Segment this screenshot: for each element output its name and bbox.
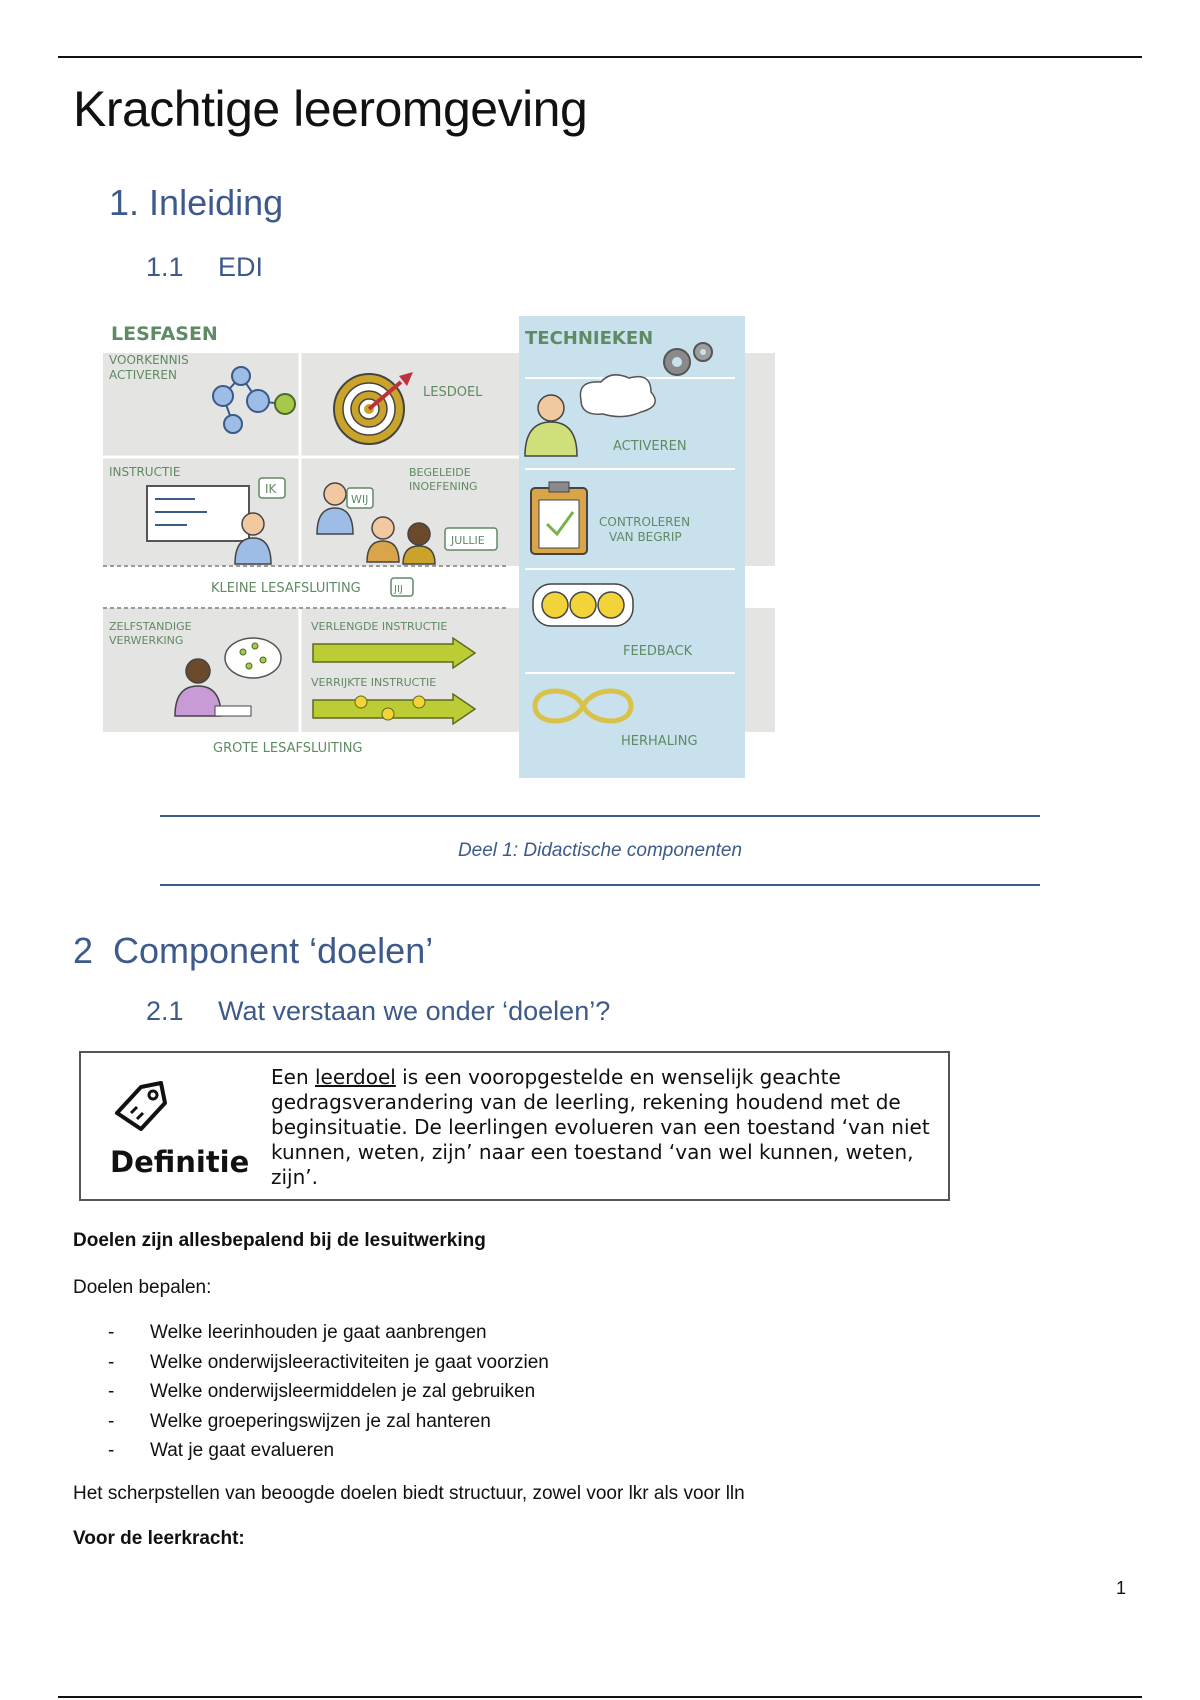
herhaling-label: HERHALING [621, 734, 698, 749]
section-2-title: Component ‘doelen’ [113, 930, 434, 971]
verlengde-label: VERLENGDE INSTRUCTIE [311, 620, 448, 633]
list-item-text: Welke groeperingswijzen je zal hanteren [150, 1410, 491, 1432]
body-intro: Doelen bepalen: [73, 1277, 212, 1298]
section-2-1-title: Wat verstaan we onder ‘doelen’? [218, 996, 611, 1026]
definition-term: leerdoel [314, 1065, 396, 1089]
section-1-heading [109, 182, 283, 224]
list-item-text: Welke leerinhouden je gaat aanbrengen [150, 1322, 487, 1343]
body-heading-1: Doelen zijn allesbepalend bij de lesuitwerking [73, 1230, 486, 1251]
bullet-marker: - [108, 1410, 115, 1432]
ik-label: IK [265, 482, 277, 496]
lesdoel-label: LESDOEL [423, 385, 483, 400]
caption-rule-top [160, 815, 1040, 817]
section-2-number: 2 [73, 930, 94, 971]
jullie-label: JULLIE [451, 534, 485, 547]
kleine-lesafsluiting-label: KLEINE LESAFSLUITING [211, 581, 361, 596]
list-item-text: Welke onderwijsleermiddelen je zal gebruiken [150, 1381, 536, 1402]
definition-text [271, 1065, 941, 1190]
list-item [104, 1348, 549, 1378]
grote-lesafsluiting-label: GROTE LESAFSLUITING [213, 741, 363, 756]
section-2-1-heading [146, 996, 610, 1027]
doelen-list [104, 1318, 549, 1466]
lesfasen-label: LESFASEN [111, 323, 218, 345]
begeleide-label-1: BEGELEIDE [409, 466, 471, 479]
feedback-label: FEEDBACK [623, 644, 693, 659]
list-item [104, 1407, 549, 1437]
definition-body: is een vooropgestelde en wenselijk geachte gedragsverandering van de leerling, rekening houdend met de beginsituatie. De leerlingen evolueren van een toestand ‘van niet kunnen, weten, zijn’ naar een toestand ‘van wel kunnen, weten, zijn’. [271, 1065, 930, 1189]
definition-box [79, 1051, 950, 1201]
page-number: 1 [1115, 1578, 1126, 1598]
zelfstandige-label-2: VERWERKING [109, 634, 184, 647]
feedback-faces [533, 584, 633, 626]
instructie-label: INSTRUCTIE [109, 465, 181, 479]
bullet-marker: - [108, 1322, 115, 1343]
edi-figure [103, 316, 775, 778]
list-item-text: Wat je gaat evalueren [150, 1440, 335, 1461]
structure-paragraph: Het scherpstellen van beoogde doelen biedt structuur, zowel voor lkr als voor lln [73, 1483, 745, 1504]
section-1-1-heading [146, 252, 263, 283]
wij-label: WIJ [351, 493, 369, 506]
body-heading-2: Voor de leerkracht: [73, 1528, 245, 1549]
section-1-title: Inleiding [149, 182, 284, 223]
bullet-marker: - [108, 1381, 115, 1402]
section-1-number: 1. [109, 182, 140, 223]
section-1-1-title: EDI [218, 252, 264, 282]
section-1-1-number: 1.1 [146, 252, 184, 282]
top-rule [58, 56, 1142, 58]
voorkennis-label-2: ACTIVEREN [109, 368, 177, 382]
document-title: Krachtige leeromgeving [73, 81, 588, 137]
section-2-1-number: 2.1 [146, 996, 184, 1026]
bottom-rule [58, 1696, 1142, 1698]
figure-caption: Deel 1: Didactische componenten [457, 840, 743, 861]
bullet-marker: - [108, 1440, 115, 1461]
activeren-label: ACTIVEREN [613, 439, 687, 454]
clipboard-icon [531, 482, 587, 554]
zelfstandige-label-1: ZELFSTANDIGE [109, 620, 192, 633]
list-item [104, 1436, 549, 1466]
list-item [104, 1318, 549, 1348]
tag-icon [111, 1075, 171, 1133]
definition-label: Definitie [110, 1145, 250, 1179]
jij-label: JIJ [394, 584, 403, 595]
list-item [104, 1377, 549, 1407]
verrijkte-label: VERRIJKTE INSTRUCTIE [311, 676, 437, 689]
whiteboard [147, 486, 249, 541]
begeleide-label-2: INOEFENING [409, 480, 478, 493]
bullet-marker: - [108, 1351, 115, 1373]
controleren-label-2: VAN BEGRIP [609, 530, 682, 544]
section-2-heading [73, 930, 433, 972]
list-item-text: Welke onderwijsleeractiviteiten je gaat voorzien [150, 1351, 549, 1373]
technieken-label: TECHNIEKEN [525, 328, 654, 349]
caption-rule-bottom [160, 884, 1040, 886]
controleren-label-1: CONTROLEREN [599, 515, 691, 529]
voorkennis-label-1: VOORKENNIS [109, 353, 189, 367]
definition-pre: Een [271, 1065, 315, 1089]
